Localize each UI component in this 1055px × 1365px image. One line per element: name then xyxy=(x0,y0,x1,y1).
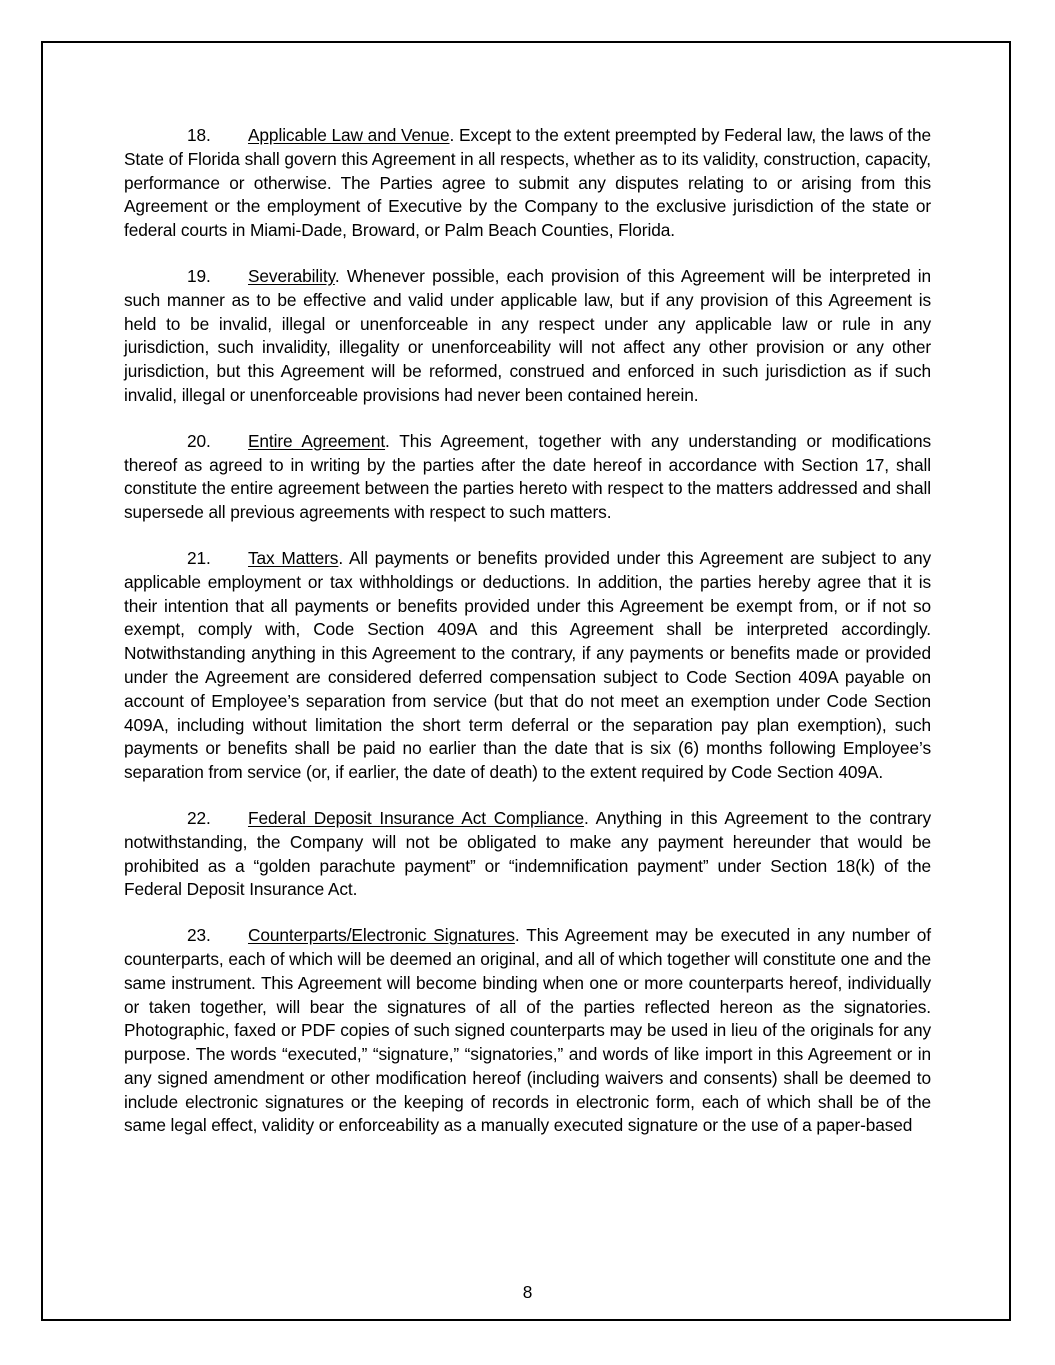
section-number: 19. xyxy=(187,265,211,286)
page-number: 8 xyxy=(522,1282,533,1302)
section-number: 18. xyxy=(187,125,211,145)
section-heading: Applicable Law and Venue xyxy=(248,125,450,145)
section-heading: Federal Deposit Insurance Act Compliance xyxy=(248,807,585,828)
section-text: . Whenever possible, each provision of this Agreement will be interpreted in such manner as to be effective and valid under applicable law, but if any provision of this Agreement is held to be invalid, illegal or unenforceable in any respect under any applicable law or rule in any jurisdiction, such invalidity, illegality or unenforceability will not affect any other provision or any other jurisdiction, but this Agreement will be reformed, construed and enforced in such jurisdiction as if such invalid, illegal or unenforceable provisions had never been contained herein. xyxy=(124,265,931,405)
section-number: 23. xyxy=(187,925,211,946)
section-heading: Tax Matters xyxy=(248,547,339,568)
section-22 xyxy=(124,807,931,902)
section-text: . Except to the extent preempted by Federal law, the laws of the State of Florida shall govern this Agreement in all respects, whether as to its validity, construction, capacity, performance or otherwise. The Parties agree to submit any disputes relating to or arising from this Agreement or the employment of Executive by the Company to the exclusive jurisdiction of the state or federal courts in Miami-Dade, Broward, or Palm Beach Counties, Florida. xyxy=(124,125,931,241)
section-19 xyxy=(124,265,931,408)
section-21 xyxy=(124,547,931,785)
section-text: . This Agreement, together with any understanding or modifications thereof as agreed to in writing by the parties after the date hereof in accordance with Section 17, shall constitute the entire agreement between the parties hereto with respect to the matters addressed and shall supersede all previous agreements with respect to such matters. xyxy=(124,430,931,523)
section-heading: Counterparts/Electronic Signatures xyxy=(248,925,515,946)
section-number: 22. xyxy=(187,807,211,828)
section-heading: Entire Agreement xyxy=(248,430,386,451)
section-heading: Severability xyxy=(248,265,335,286)
section-number: 21. xyxy=(187,547,211,568)
section-text: . This Agreement may be executed in any number of counterparts, each of which will be deemed an original, and all of which together will constitute one and the same instrument. This Agreement will become binding when one or more counterparts hereof, individually or taken together, will bear the signatures of all of the parties reflected hereon as the signatories. Photographic, faxed or PDF copies of such signed counterparts may be used in lieu of the originals for any purpose. The words “executed,” “signature,” “signatories,” and words of like import in this Agreement or in any signed amendment or other modification hereof (including waivers and consents) shall be deemed to include electronic signatures or the keeping of records in electronic form, each of which shall be of the same legal effect, validity or enforceability as a manually executed signature or the use of a paper-based xyxy=(124,925,931,1136)
section-text: . All payments or benefits provided under this Agreement are subject to any applicable employment or tax withholdings or deductions. In addition, the parties hereby agree that it is their intention that all payments or benefits provided under this Agreement be exempt from, or if not so exempt, comply with, Code Section 409A and this Agreement shall be interpreted accordingly. Notwithstanding anything in this Agreement to the contrary, if any payments or benefits made or provided under the Agreement are considered deferred compensation subject to Code Section 409A payable on account of Employee’s separation from service (but that do not meet an exemption under Code Section 409A, including without limitation the short term deferral or the separation pay plan exemption), such payments or benefits shall be paid no earlier than the date that is six (6) months following Employee’s separation from service (or, if earlier, the date of death) to the extent required by Code Section 409A. xyxy=(124,547,931,783)
section-18 xyxy=(124,124,931,243)
section-20 xyxy=(124,430,931,525)
section-23 xyxy=(124,924,931,1138)
section-text: . Anything in this Agreement to the contrary notwithstanding, the Company will not be obligated to make any payment hereunder that would be prohibited as a “golden parachute payment” or “indemnification payment” under Section 18(k) of the Federal Deposit Insurance Act. xyxy=(124,807,931,900)
section-number: 20. xyxy=(187,430,211,451)
document-body xyxy=(124,124,931,1160)
